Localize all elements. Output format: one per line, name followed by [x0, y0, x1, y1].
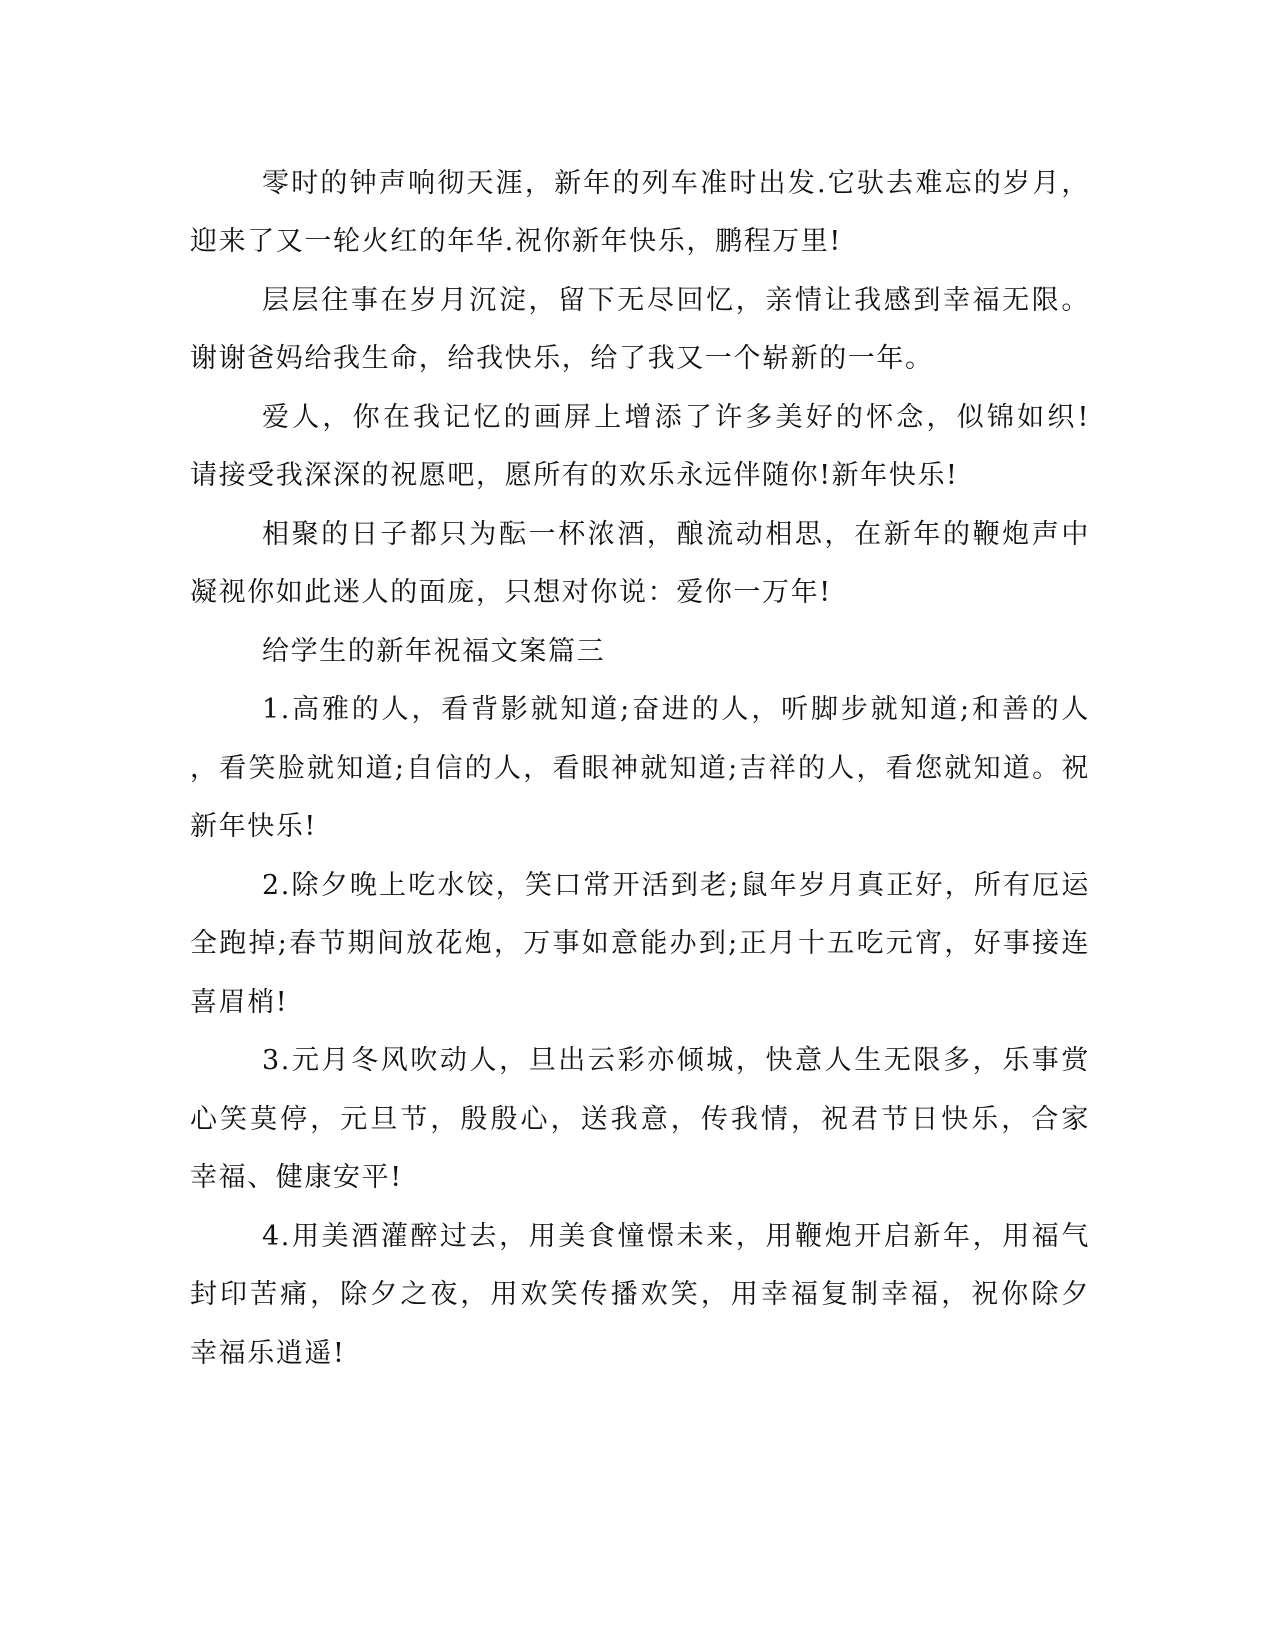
- paragraph-line: 封印苦痛，除夕之夜，用欢笑传播欢笑，用幸福复制幸福，祝你除夕: [190, 1279, 1090, 1310]
- paragraph-line: 凝视你如此迷人的面庞，只想对你说：爱你一万年!: [190, 577, 832, 608]
- paragraph-line: 谢谢爸妈给我生命，给我快乐，给了我又一个崭新的一年。: [190, 343, 934, 374]
- paragraph-line: 4.用美酒灌醉过去，用美食憧憬未来，用鞭炮开启新年，用福气: [262, 1221, 1090, 1252]
- paragraph-line: 迎来了又一轮火红的年华.祝你新年快乐，鹏程万里!: [190, 226, 842, 257]
- paragraph-line: 全跑掉;春节期间放花炮，万事如意能办到;正月十五吃元宵，好事接连: [190, 928, 1090, 959]
- paragraph-line: ，看笑脸就知道;自信的人，看眼神就知道;吉祥的人，看您就知道。祝: [190, 753, 1090, 784]
- paragraph-line: 零时的钟声响彻天涯，新年的列车准时出发.它驮去难忘的岁月，: [262, 168, 1090, 199]
- paragraph-line: 幸福乐逍遥!: [190, 1338, 346, 1369]
- paragraph-line: 相聚的日子都只为酝一杯浓酒，酿流动相思，在新年的鞭炮声中: [262, 519, 1090, 550]
- paragraph-line: 请接受我深深的祝愿吧，愿所有的欢乐永远伴随你!新年快乐!: [190, 460, 959, 491]
- paragraph-line: 新年快乐!: [190, 811, 317, 842]
- paragraph-line: 喜眉梢!: [190, 987, 289, 1018]
- section-heading: 给学生的新年祝福文案篇三: [262, 636, 606, 667]
- paragraph-line: 爱人，你在我记忆的画屏上增添了许多美好的怀念，似锦如织!: [262, 402, 1090, 433]
- paragraph-line: 幸福、健康安平!: [190, 1162, 403, 1193]
- paragraph-line: 2.除夕晚上吃水饺，笑口常开活到老;鼠年岁月真正好，所有厄运: [262, 870, 1090, 901]
- paragraph-line: 心笑莫停，元旦节，殷殷心，送我意，传我情，祝君节日快乐，合家: [190, 1104, 1090, 1135]
- paragraph-line: 层层往事在岁月沉淀，留下无尽回忆，亲情让我感到幸福无限。: [262, 285, 1090, 316]
- paragraph-line: 3.元月冬风吹动人，旦出云彩亦倾城，快意人生无限多，乐事赏: [262, 1045, 1090, 1076]
- paragraph-line: 1.高雅的人，看背影就知道;奋进的人，听脚步就知道;和善的人: [262, 694, 1090, 725]
